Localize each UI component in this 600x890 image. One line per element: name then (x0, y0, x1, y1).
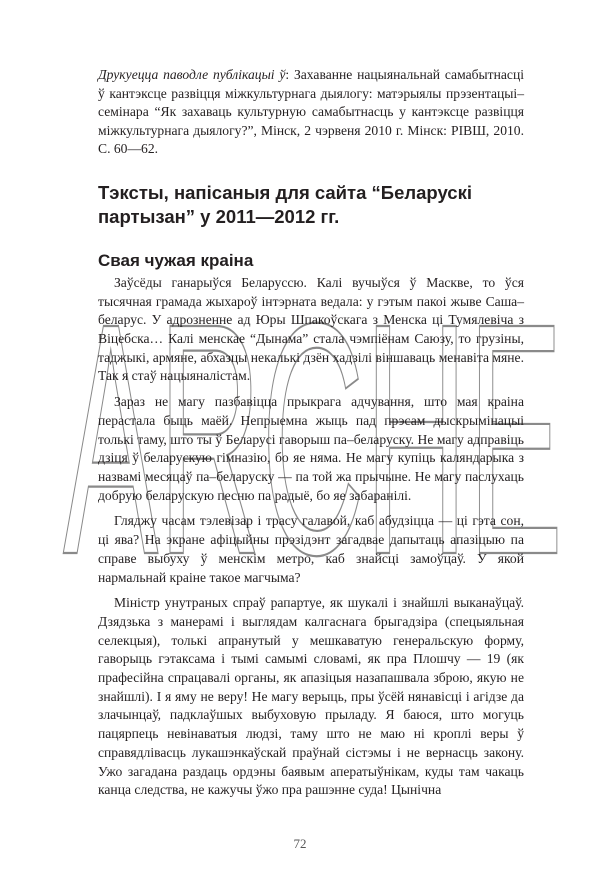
citation-lead: Друкуецца паводле публікацыі ў (98, 67, 286, 82)
citation-text: : Захаванне нацыянальнай самабытнасці ў кантэксце развіцця міжкультурнага дыялогу: матэрыялы прэзентацыі–семінара “Як захаваць культурную самабытнасць у кантэксце развіцця міжкультурнага дыялогу?”, Мінск, 2 чэрвеня 2010 г. Мінск: РІВШ, 2010. С. 60—62. (98, 67, 525, 157)
body-paragraph: Зараз не магу пазбавіцца прыкрага адчування, што мая краіна перастала быць маёй. Непрыемна жыць пад прэсам дыскрымінацыі толькі таму, што ты ў Беларусі гаворыш па–беларуску. Не магу адправіць дзіця ў беларускую гімназію, бо яе няма. Не магу купіць каляндарыка з назвамі месяцаў па–беларуску — па той жа прычыне. Не магу паслухаць добрую беларускую песню па радыё, бо яе забаранілі. (98, 394, 524, 503)
body-paragraph: Гляджу часам тэлевізар і трасу галавой, каб абудзіцца — ці гэта сон, ці ява? На экране афіцыйны прэзідэнт загадвае дапытаць апазіцыю па справе выбуху ў менскім метро, каб знайсці замоўцаў. У якой нармальнай краіне такое магчыма? (98, 513, 524, 585)
section-heading: Тэксты, напісаныя для сайта “Беларускі партызан” у 2011—2012 гг. (98, 181, 472, 227)
body-paragraph: Заўсёды ганарыўся Беларуссю. Калі вучыўся ў Маскве, то ўся тысячная грамада жыхароў інтэрната ведала: у гэтым пакоі жыве Саша–беларус. У адрозненне ад Юры Шпакоўскага з Менска ці Тумялевіча з Віцебска… Калі менскае “Дынама” стала чэмпіёнам Саюзу, то грузіны, таджыкі, армяне, абхазцы некалькі дзён хадзілі віншаваць менавіта мяне. Так я стаў нацыяналістам. (98, 274, 524, 384)
arche-watermark-text: ARCHE (63, 254, 563, 565)
article-title: Свая чужая краіна (98, 250, 254, 270)
page-number: 72 (293, 836, 307, 851)
source-citation (98, 66, 524, 159)
page-content (98, 66, 524, 800)
body-paragraph: Міністр унутраных спраў рапартуе, як шукалі і знайшлі выканаўцаў. Дзядзька з манерамі і выглядам калгаснага брыгадзіра (спецыяльная селекцыя), толькі апранутый у мешкаватую генеральскую форму, гаворыць гэтаксама і тымі самымі словамі, як пра Плошчу — 19 (як прафесійна спрацавалі органы, як апазіцыя назапашвала зброю, якую не знайшлі). І я яму не веру! Не магу верыць, пры ўсёй нянавісці і агідзе да злачынцаў, падклаўшых выбуховую прыладу. Я баюся, што могуць пацярпець невінаватыя людзі, таму што не маю ні кроплі веры ў справядлівасць лукашэнкаўскай праўнай сістэмы і не вернасць закону. Ужо загадана раздаць ордэны баявым аператыўнікам, куды там чакаць канца следства, не кажучы ўжо пра рашэнне суда! Цынічна (98, 595, 524, 798)
